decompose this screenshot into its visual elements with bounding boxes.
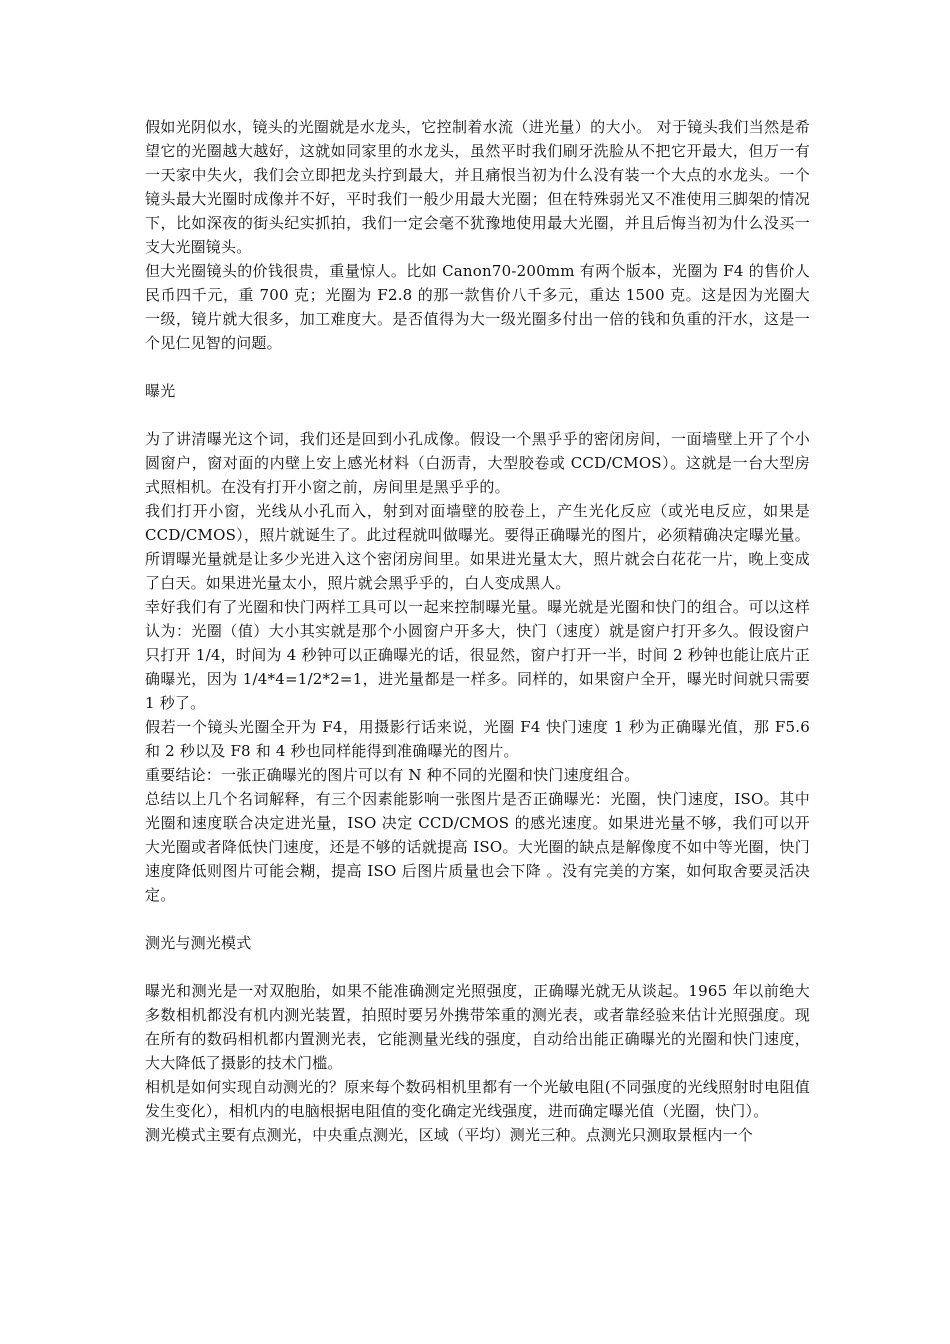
- blank-line: [145, 955, 810, 979]
- section-heading-metering: 测光与测光模式: [145, 934, 252, 952]
- paragraph-exposure-example: 假若一个镜头光圈全开为 F4，用摄影行话来说，光圈 F4 快门速度 1 秒为正确曝光值，那 F5.6 和 2 秒以及 F8 和 4 秒也同样能得到准确曝光的图片。: [145, 718, 810, 760]
- paragraph-exposure-pinhole: 为了讲清曝光这个词，我们还是回到小孔成像。假设一个黑乎乎的密闭房间，一面墙壁上开了个小圆窗户，窗对面的内壁上安上感光材料（白沥青，大型胶卷或 CCD/CMOS）。这就是一台大型房式照相机。在没有打开小窗之前，房间里是黑乎乎的。: [145, 430, 810, 496]
- blank-line: [145, 907, 810, 931]
- paragraph-exposure-conclusion: 重要结论：一张正确曝光的图片可以有 N 种不同的光圈和快门速度组合。: [145, 766, 640, 784]
- paragraph-exposure-summary: 总结以上几个名词解释，有三个因素能影响一张图片是否正确曝光：光圈，快门速度，ISO。其中光圈和速度联合决定进光量，ISO 决定 CCD/CMOS 的感光速度。如果进光量不够，我们可以开大光圈或者降低快门速度，还是不够的话就提高 ISO。大光圈的缺点是解像度不如中等光圈，快门速度降低则图片可能会糊，提高 ISO 后图片质量也会下降 。没有完美的方案，如何取舍要灵活决定。: [145, 790, 810, 904]
- paragraph-exposure-window: 我们打开小窗，光线从小孔而入，射到对面墙壁的胶卷上，产生光化反应（或光电反应，如果是 CCD/CMOS），照片就诞生了。此过程就叫做曝光。要得正确曝光的图片，必须精确决定曝光量。所谓曝光量就是让多少光进入这个密闭房间里。如果进光量太大，照片就会白花花一片，晚上变成了白天。如果进光量太小，照片就会黑乎乎的，白人变成黑人。: [145, 502, 810, 592]
- blank-line: [145, 403, 810, 427]
- paragraph-aperture-price: 但大光圈镜头的价钱很贵，重量惊人。比如 Canon70-200mm 有两个版本，光圈为 F4 的售价人民币四千元，重 700 克；光圈为 F2.8 的那一款售价八千多元，重达 1500 克。这是因为光圈大一级，镜片就大很多，加工难度大。是否值得为大一级光圈多付出一倍的钱和负重的汗水，这是一个见仁见智的问题。: [145, 262, 810, 352]
- paragraph-metering-modes: 测光模式主要有点测光，中央重点测光，区域（平均）测光三种。点测光只测取景框内一个: [145, 1126, 754, 1144]
- paragraph-metering-how: 相机是如何实现自动测光的？原来每个数码相机里都有一个光敏电阻(不同强度的光线照射时电阻值发生变化），相机内的电脑根据电阻值的变化确定光线强度，进而确定曝光值（光圈，快门）。: [145, 1078, 810, 1120]
- section-heading-exposure: 曝光: [145, 382, 176, 400]
- paragraph-aperture-analogy: 假如光阴似水，镜头的光圈就是水龙头，它控制着水流（进光量）的大小。 对于镜头我们当然是希望它的光圈越大越好，这就如同家里的水龙头，虽然平时我们刷牙洗脸从不把它开最大，但万一有一天家中失火，我们会立即把龙头拧到最大，并且痛恨当初为什么没有装一个大点的水龙头。一个镜头最大光圈时成像并不好，平时我们一般少用最大光圈；但在特殊弱光又不准使用三脚架的情况下，比如深夜的街头纪实抓拍，我们一定会毫不犹豫地使用最大光圈，并且后悔当初为什么没买一支大光圈镜头。: [145, 118, 810, 256]
- document-page: [145, 115, 810, 1147]
- paragraph-exposure-combination: 幸好我们有了光圈和快门两样工具可以一起来控制曝光量。曝光就是光圈和快门的组合。可以这样认为：光圈（值）大小其实就是那个小圆窗户开多大，快门（速度）就是窗户打开多久。假设窗户只打开 1/4，时间为 4 秒钟可以正确曝光的话，很显然，窗户打开一半，时间 2 秒钟也能让底片正确曝光，因为 1/4*4=1/2*2=1，进光量都是一样多。同样的，如果窗户全开，曝光时间就只需要 1 秒了。: [145, 598, 810, 712]
- blank-line: [145, 355, 810, 379]
- paragraph-metering-intro: 曝光和测光是一对双胞胎，如果不能准确测定光照强度，正确曝光就无从谈起。1965 年以前绝大多数相机都没有机内测光装置，拍照时要另外携带笨重的测光表，或者靠经验来估计光照强度。现在所有的数码相机都内置测光表，它能测量光线的强度，自动给出能正确曝光的光圈和快门速度，大大降低了摄影的技术门槛。: [145, 982, 810, 1072]
